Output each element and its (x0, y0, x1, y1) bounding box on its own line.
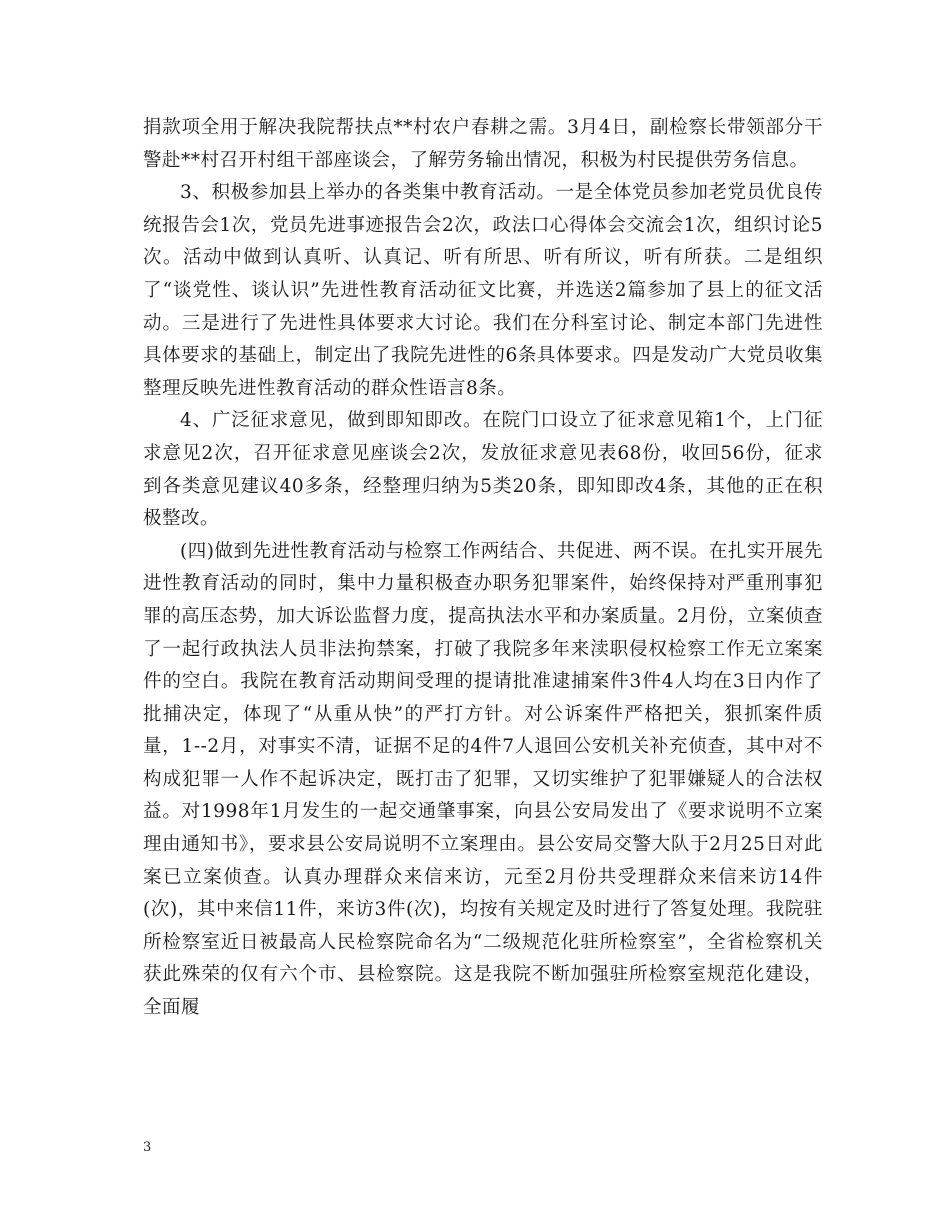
paragraph-1: 捐款项全用于解决我院帮扶点**村农户春耕之需。3月4日，副检察长带领部分干警赴**村召开村组干部座谈会，了解劳务输出情况，积极为村民提供劳务信息。 (143, 117, 823, 171)
paragraph-2: 3、积极参加县上举办的各类集中教育活动。一是全体党员参加老党员优良传统报告会1次，党员先进事迹报告会2次，政法口心得体会交流会1次，组织讨论5次。活动中做到认真听、认真记、听有所思、听有所议，听有所获。二是组织了“谈党性、谈认识”先进性教育活动征文比赛，并选送2篇参加了县上的征文活动。三是进行了先进性具体要求大讨论。我们在分科室讨论、制定本部门先进性具体要求的基础上，制定出了我院先进性的6条具体要求。四是发动广大党员收集整理反映先进性教育活动的群众性语言8条。 (143, 182, 823, 399)
paragraph-3: 4、广泛征求意见，做到即知即改。在院门口设立了征求意见箱1个，上门征求意见2次，召开征求意见座谈会2次，发放征求意见表68份，收回56份，征求到各类意见建议40多条，经整理归纳为5类20条，即知即改4条，其他的正在积极整改。 (143, 410, 823, 530)
document-page (143, 112, 823, 1025)
page-number: 3 (143, 1140, 152, 1155)
paragraph-4: (四)做到先进性教育活动与检察工作两结合、共促进、两不误。在扎实开展先进性教育活动的同时，集中力量积极查办职务犯罪案件，始终保持对严重刑事犯罪的高压态势，加大诉讼监督力度，提高执法水平和办案质量。2月份，立案侦查了一起行政执法人员非法拘禁案，打破了我院多年来渎职侵权检察工作无立案案件的空白。我院在教育活动期间受理的提请批准逮捕案件3件4人均在3日内作了批捕决定，体现了“从重从快”的严打方针。对公诉案件严格把关，狠抓案件质量，1--2月，对事实不清，证据不足的4件7人退回公安机关补充侦查，其中对不构成犯罪一人作不起诉决定，既打击了犯罪，又切实维护了犯罪嫌疑人的合法权益。对1998年1月发生的一起交通肇事案，向县公安局发出了《要求说明不立案理由通知书》，要求县公安局说明不立案理由。县公安局交警大队于2月25日对此案已立案侦查。认真办理群众来信来访，元至2月份共受理群众来信来访14件(次)，其中来信11件，来访3件(次)，均按有关规定及时进行了答复处理。我院驻所检察室近日被最高人民检察院命名为“二级规范化驻所检察室”，全省检察机关获此殊荣的仅有六个市、县检察院。这是我院不断加强驻所检察室规范化建设，全面履 (143, 540, 823, 1019)
